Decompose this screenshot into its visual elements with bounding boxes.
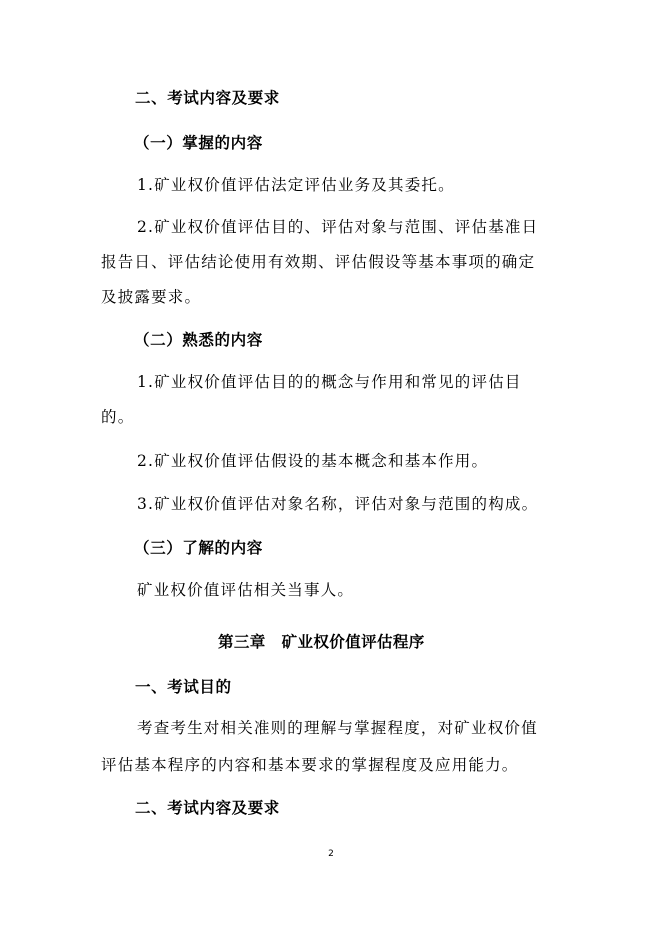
section-heading-exam-content: 二、考试内容及要求 <box>135 799 280 817</box>
paragraph-line: 评估基本程序的内容和基本要求的掌握程度及应用能力。 <box>101 756 519 774</box>
paragraph-line: 3.矿业权价值评估对象名称，评估对象与范围的构成。 <box>137 495 539 513</box>
section-heading-exam-purpose: 一、考试目的 <box>135 678 232 696</box>
paragraph-line: 考查考生对相关准则的理解与掌握程度，对矿业权价值 <box>137 719 538 737</box>
paragraph-line: 报告日、评估结论使用有效期、评估假设等基本事项的确定 <box>101 253 536 271</box>
section-heading-exam-content: 二、考试内容及要求 <box>135 89 280 107</box>
paragraph-line: 2.矿业权价值评估假设的基本概念和基本作用。 <box>137 452 489 470</box>
paragraph-line: 2.矿业权价值评估目的、评估对象与范围、评估基准日 <box>137 218 539 236</box>
paragraph-line: 及披露要求。 <box>101 288 202 306</box>
subsection-heading-familiar: （二）熟悉的内容 <box>134 331 263 349</box>
chapter-title: 第三章 矿业权价值评估程序 <box>218 633 425 651</box>
subsection-heading-master: （一）掌握的内容 <box>134 134 263 152</box>
paragraph-line: 1.矿业权价值评估目的的概念与作用和常见的评估目 <box>137 373 522 391</box>
subsection-heading-understand: （三）了解的内容 <box>134 539 263 557</box>
paragraph-line: 矿业权价值评估相关当事人。 <box>137 581 355 599</box>
paragraph-line: 的。 <box>101 408 135 426</box>
page-number: 2 <box>328 849 334 859</box>
paragraph-line: 1.矿业权价值评估法定评估业务及其委托。 <box>137 176 455 194</box>
